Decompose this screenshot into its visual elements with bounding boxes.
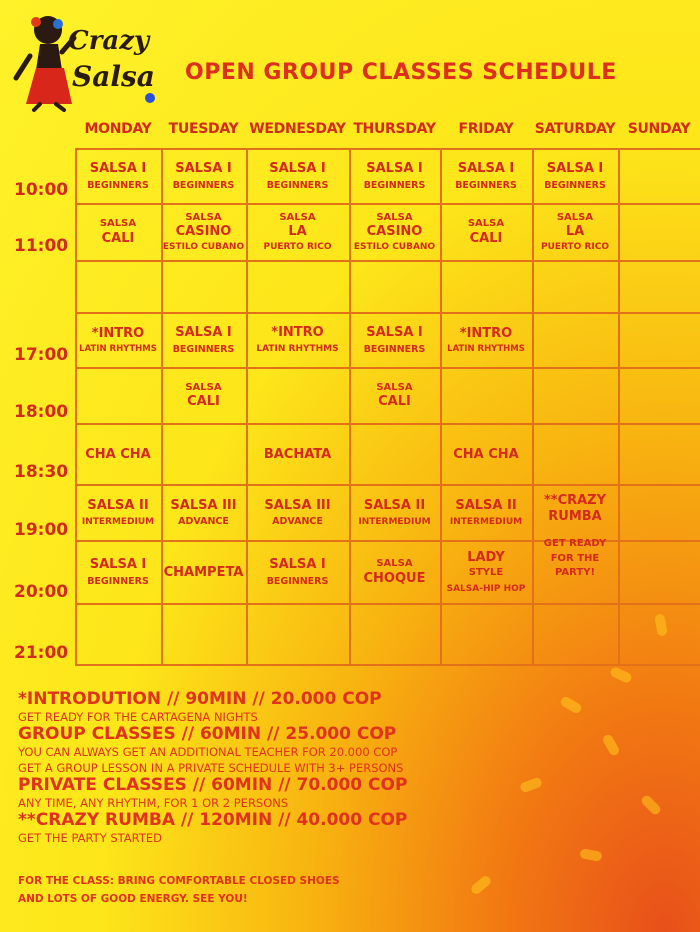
class-name: CHAMPETA — [163, 564, 244, 580]
info-heading: **CRAZY RUMBA // 120MIN // 40.000 COP — [18, 810, 408, 830]
class-name: SALSA I — [89, 557, 147, 573]
time-label: 20:00 — [14, 582, 69, 602]
class-name: SALSA I — [269, 161, 326, 177]
class-cell — [246, 425, 349, 484]
class-name: RUMBA — [548, 508, 602, 524]
info-heading: *INTRODUTION // 90MIN // 20.000 COP — [18, 689, 382, 709]
class-subtitle: ESTILO CUBANO — [162, 241, 245, 252]
class-cell — [349, 150, 440, 203]
info-heading: GROUP CLASSES // 60MIN // 25.000 COP — [18, 724, 397, 744]
class-cell — [161, 486, 246, 540]
class-cell — [349, 205, 440, 260]
info-text: YOU CAN ALWAYS GET AN ADDITIONAL TEACHER FOR 20.000 COP — [18, 745, 398, 759]
class-name: CHA CHA — [453, 446, 519, 462]
day-header-wednesday: WEDNESDAY — [249, 121, 346, 137]
class-style: CALI — [378, 394, 411, 410]
class-name: SALSA — [185, 381, 222, 393]
class-level: BEGINNERS — [455, 179, 517, 191]
class-cell — [75, 314, 161, 367]
page-title: OPEN GROUP CLASSES SCHEDULE — [185, 60, 617, 85]
class-name: SALSA — [376, 558, 413, 570]
class-cell — [161, 542, 246, 603]
class-cell — [246, 150, 349, 203]
class-cell — [161, 314, 246, 367]
info-text: GET A GROUP LESSON IN A PRIVATE SCHEDULE WITH 3+ PERSONS — [18, 761, 404, 775]
class-cell — [161, 369, 246, 423]
class-name: SALSA I — [175, 325, 232, 341]
class-style: STYLE — [468, 567, 504, 579]
class-cell — [161, 205, 246, 260]
class-name: CHA CHA — [85, 446, 151, 462]
grid-line — [75, 664, 700, 666]
class-style: LA — [288, 224, 307, 240]
class-cell — [440, 205, 532, 260]
class-name: SALSA III — [264, 497, 331, 513]
class-level: BEGINNERS — [266, 179, 329, 191]
class-level: INTERMEDIUM — [449, 516, 523, 527]
day-header-monday: MONDAY — [84, 121, 152, 137]
info-text: GET THE PARTY STARTED — [18, 831, 162, 845]
class-name: SALSA — [376, 381, 413, 393]
footprint-decoration — [640, 794, 663, 817]
info-heading: PRIVATE CLASSES // 60MIN // 70.000 COP — [18, 775, 408, 795]
class-cell — [246, 314, 349, 367]
class-name: SALSA I — [175, 161, 232, 177]
class-level: ADVANCE — [272, 516, 323, 528]
class-style: CALI — [187, 394, 220, 410]
class-cell — [75, 425, 161, 484]
class-style: CASINO — [366, 224, 423, 240]
class-level: LATIN RHYTHMS — [79, 344, 157, 355]
class-style: CALI — [101, 230, 135, 246]
class-name: SALSA I — [366, 325, 423, 341]
class-cell — [75, 205, 161, 260]
class-name: LADY — [467, 549, 505, 565]
grid-line — [75, 603, 700, 605]
class-name: BACHATA — [263, 446, 332, 462]
class-note: GET READY — [543, 538, 607, 550]
class-note: FOR THE — [550, 552, 600, 564]
class-cell — [246, 542, 349, 603]
class-cell — [532, 150, 618, 203]
class-level: BEGINNERS — [87, 179, 149, 191]
class-cell — [349, 486, 440, 540]
footer-line: AND LOTS OF GOOD ENERGY. SEE YOU! — [18, 893, 248, 905]
crazy-rumba-cell — [532, 486, 618, 603]
class-name: SALSA II — [455, 497, 517, 513]
class-style: CALI — [469, 230, 503, 246]
time-label: 21:00 — [14, 643, 69, 663]
time-label: 18:00 — [14, 402, 69, 422]
class-subtitle: ESTILO CUBANO — [353, 241, 436, 252]
class-name: SALSA III — [170, 497, 237, 513]
class-name: SALSA — [99, 218, 137, 230]
time-label: 10:00 — [14, 180, 69, 200]
class-name: SALSA I — [366, 161, 423, 177]
class-cell — [440, 486, 532, 540]
class-level: LATIN RHYTHMS — [447, 344, 525, 355]
class-name: *INTRO — [271, 325, 324, 341]
class-level: LATIN RHYTHMS — [256, 344, 339, 355]
class-cell — [161, 150, 246, 203]
class-name: SALSA I — [546, 161, 604, 177]
day-header-friday: FRIDAY — [458, 121, 514, 137]
footprint-decoration — [579, 848, 602, 862]
grid-line — [618, 150, 620, 666]
class-level: BEGINNERS — [172, 179, 235, 191]
time-label: 11:00 — [14, 236, 69, 256]
class-name: *INTRO — [459, 325, 513, 341]
day-header-sunday: SUNDAY — [627, 121, 691, 137]
class-name: SALSA II — [87, 497, 149, 513]
class-level: BEGINNERS — [363, 343, 426, 355]
grid-line — [75, 423, 700, 425]
time-label: 19:00 — [14, 520, 69, 540]
logo-word-crazy: Crazy — [68, 26, 150, 56]
class-cell — [349, 314, 440, 367]
class-name: SALSA — [185, 211, 222, 223]
logo-word-salsa: Salsa — [72, 60, 155, 93]
info-text: ANY TIME, ANY RHYTHM, FOR 1 OR 2 PERSONS — [18, 796, 289, 810]
footprint-decoration — [469, 874, 492, 896]
class-level: INTERMEDIUM — [358, 516, 431, 527]
footer-line: FOR THE CLASS: BRING COMFORTABLE CLOSED SHOES — [18, 875, 340, 887]
class-cell — [246, 486, 349, 540]
class-name: SALSA I — [89, 161, 147, 177]
class-cell — [532, 205, 618, 260]
class-cell — [440, 314, 532, 367]
class-name: **CRAZY — [543, 493, 607, 508]
class-level: BEGINNERS — [363, 179, 426, 191]
time-label: 17:00 — [14, 345, 69, 365]
class-name: SALSA — [556, 211, 594, 223]
class-name: SALSA — [467, 218, 505, 230]
class-note: PARTY! — [554, 567, 596, 579]
pricing-info — [18, 690, 538, 846]
info-text: GET READY FOR THE CARTAGENA NIGHTS — [18, 710, 258, 724]
class-cell — [75, 150, 161, 203]
class-level: INTERMEDIUM — [81, 516, 155, 527]
class-level: BEGINNERS — [266, 575, 329, 587]
time-label: 18:30 — [14, 462, 69, 482]
class-cell — [349, 542, 440, 603]
class-style: CASINO — [175, 224, 232, 240]
class-cell — [75, 542, 161, 603]
footer-note — [18, 872, 340, 908]
class-name: SALSA II — [363, 497, 426, 513]
class-name: SALSA — [279, 211, 316, 223]
class-cell — [75, 486, 161, 540]
class-cell — [440, 150, 532, 203]
class-subtitle: SALSA-HIP HOP — [446, 583, 526, 594]
class-level: ADVANCE — [178, 516, 229, 528]
day-header-tuesday: TUESDAY — [168, 121, 239, 137]
class-name: SALSA I — [457, 161, 515, 177]
class-style: CHOQUE — [363, 570, 426, 586]
class-name: SALSA — [376, 211, 413, 223]
class-level: BEGINNERS — [87, 575, 149, 587]
class-level: BEGINNERS — [172, 343, 235, 355]
class-name: SALSA I — [269, 557, 326, 573]
class-name: *INTRO — [91, 325, 145, 341]
class-subtitle: PUERTO RICO — [263, 241, 332, 252]
class-subtitle: PUERTO RICO — [540, 241, 610, 252]
class-level: BEGINNERS — [544, 179, 606, 191]
grid-line — [75, 260, 700, 262]
day-header-saturday: SATURDAY — [534, 121, 616, 137]
day-header-thursday: THURSDAY — [353, 121, 436, 137]
class-cell — [349, 369, 440, 423]
class-style: LA — [565, 224, 585, 240]
footprint-decoration — [601, 733, 621, 757]
class-cell — [440, 425, 532, 484]
class-cell — [440, 542, 532, 603]
class-cell — [246, 205, 349, 260]
